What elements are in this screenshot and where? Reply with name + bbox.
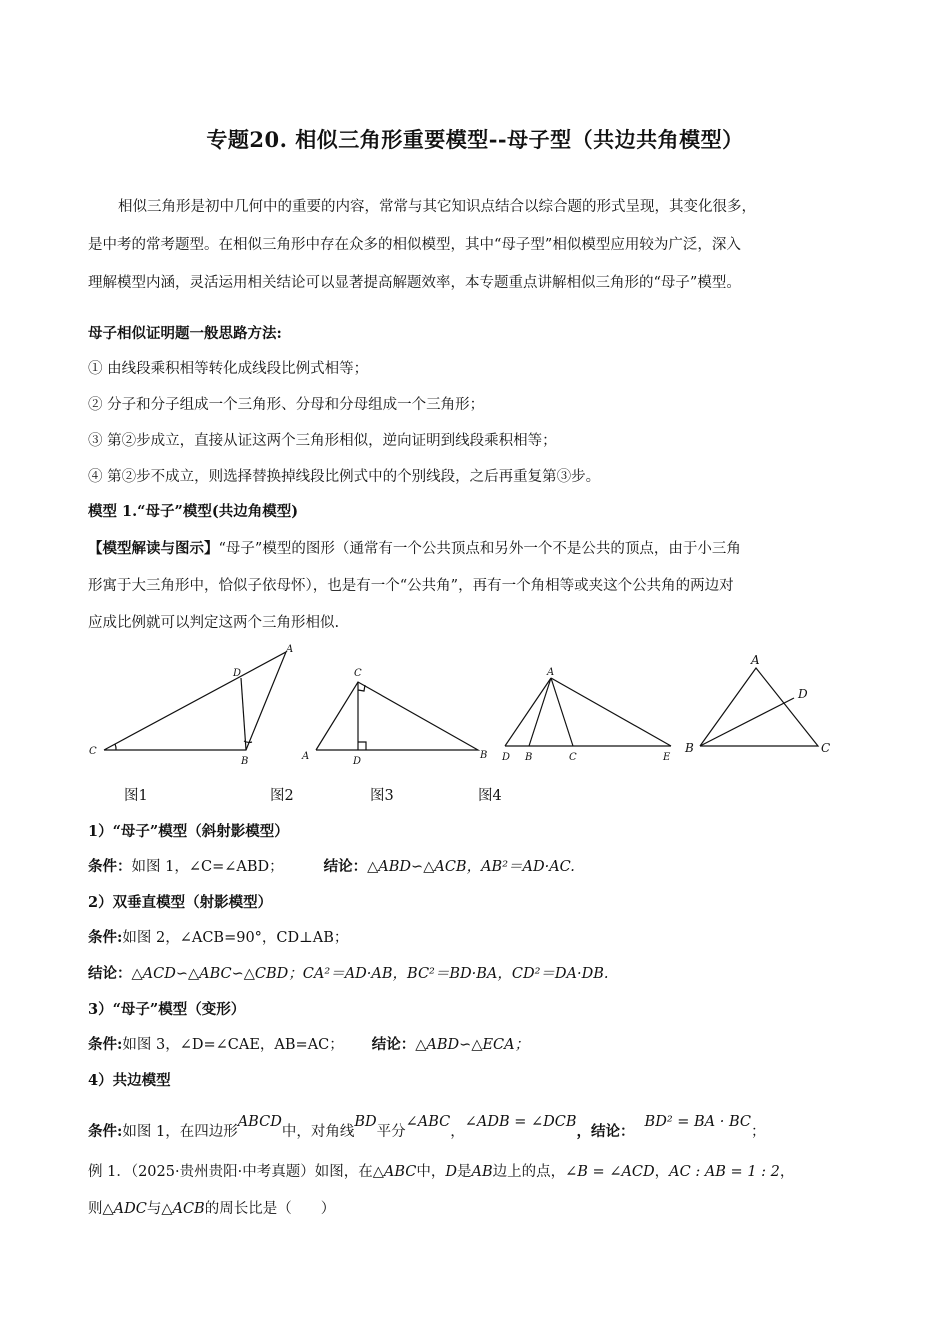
section-2-heading: 2）双垂直模型（射影模型） [88, 894, 273, 911]
section-3-heading: 3）“母子”模型（变形） [88, 1001, 246, 1018]
ex-tri-2: △ACB [161, 1201, 205, 1217]
fig2-point-b: B [480, 750, 488, 761]
intro-line-3: 理解模型内涵，灵活运用相关结论可以显著提高解题效率，本专题重点讲解相似三角形的“母子”模型。 [88, 275, 741, 291]
fig4-point-a: A [751, 653, 760, 667]
s4-eq: ∠ADB = ∠DCB [464, 1114, 577, 1130]
s4-sep: ， [450, 1124, 465, 1140]
section-1-heading: 1）“母子”模型（斜射影模型） [88, 823, 289, 840]
fig3-caption: 图3 [370, 788, 394, 804]
fig1-segment-bd [241, 678, 246, 750]
s1-cond: 如图 1，∠C=∠ABD； [131, 859, 284, 875]
s4-concl: BD² = BA · BC [644, 1114, 751, 1130]
ex-text-b: 中， [416, 1164, 446, 1180]
section-3-body [88, 1033, 529, 1054]
section-1-body [88, 855, 575, 876]
fig3-point-d: D [502, 752, 511, 763]
interp-text-1: “母子”模型的图形（通常有一个公共顶点和另外一个不是公共的顶点，由于小三角 [218, 541, 741, 557]
fig3-point-c: C [569, 752, 577, 763]
section-2-concl-line [88, 962, 609, 983]
fig3-segment-ab [529, 678, 551, 746]
s1-cond-label: 条件： [88, 858, 132, 875]
fig3-segment-ad [505, 678, 551, 746]
figure-4 [680, 652, 840, 762]
fig1-point-d: D [233, 668, 242, 679]
s4-cond-b: 中，对角线 [281, 1124, 355, 1140]
s2-concl: △ACD∽△ABC∽△CBD；CA²＝AD·AB，BC²＝BD·BA，CD²＝DA·DB. [131, 966, 609, 982]
fig2-right-angle-d [358, 742, 366, 750]
section-2-cond-line [88, 926, 348, 947]
fig1-angle-c [115, 744, 116, 750]
fig2-point-c: C [354, 668, 362, 679]
s4-end: ； [750, 1124, 766, 1140]
method-step-1: ① 由线段乘积相等转化成线段比例式相等； [88, 361, 369, 377]
fig1-point-b: B [241, 756, 249, 767]
section-4-body [88, 1103, 765, 1151]
fig3-point-b: B [525, 752, 533, 763]
method-heading: 母子相似证明题一般思路方法: [88, 325, 282, 342]
fig2-point-a: A [302, 751, 310, 762]
fig1-caption: 图1 [124, 788, 148, 804]
fig3-point-a: A [547, 667, 555, 678]
s2-cond-label: 条件: [88, 929, 123, 946]
model1-interp-line-3: 应成比例就可以判定这两个三角形相似. [88, 615, 340, 631]
s4-cond-a: 如图 1，在四边形 [122, 1124, 238, 1140]
fig3-segment-ae [551, 678, 671, 746]
s4-concl-label: ，结论： [576, 1123, 635, 1140]
s1-concl: △ABD∽△ACB，AB²＝AD·AC. [367, 859, 575, 875]
model1-interp-line-1 [88, 537, 741, 558]
fig1-angle-b [244, 741, 252, 742]
method-step-4: ④ 第②步不成立，则选择替换掉线段比例式中的个别线段，之后再重复第③步。 [88, 469, 601, 485]
fig4-caption: 图4 [478, 788, 502, 804]
ex-text-f: 与 [146, 1201, 162, 1217]
ex-angle-eq: ∠B = ∠ACD [565, 1164, 655, 1180]
s4-quad: ABCD [237, 1114, 282, 1130]
fig4-point-b: B [685, 741, 694, 755]
intro-line-2: 是中考的常考题型。在相似三角形中存在众多的相似模型，其中“母子型”相似模型应用较为广泛，深入 [88, 237, 741, 253]
ex-comma: ， [654, 1164, 670, 1180]
ex-ratio: AC : AB = 1 : 2 [669, 1164, 780, 1180]
intro-line-1: 相似三角形是初中几何中的重要的内容，常常与其它知识点结合以综合题的形式呈现，其变化很多， [118, 199, 756, 215]
s2-concl-label: 结论： [88, 965, 132, 982]
interp-label: 【模型解读与图示】 [88, 540, 219, 557]
ex-tri-1: △ADC [102, 1201, 147, 1217]
s3-cond-label: 条件: [88, 1036, 123, 1053]
section-4-heading: 4）共边模型 [88, 1072, 171, 1089]
ex-ab: AB [471, 1164, 493, 1180]
s3-concl: △ABD∽△ECA； [415, 1037, 530, 1053]
example-line-2 [88, 1197, 335, 1218]
page-title: 专题20. 相似三角形重要模型--母子型（共边共角模型） [206, 127, 744, 152]
s4-angle: ∠ABC [405, 1114, 451, 1130]
s1-concl-label: 结论： [323, 858, 368, 875]
ex-text-a: 例 1．（2025·贵州贵阳·中考真题）如图，在 [88, 1164, 373, 1180]
fig4-point-c: C [821, 741, 831, 755]
s4-diag: BD [354, 1114, 377, 1130]
figure-1 [86, 644, 296, 770]
figure-2 [298, 660, 498, 770]
model1-heading: 模型 1.“母子”模型(共边角模型) [88, 503, 299, 520]
ex-point-d: D [445, 1164, 457, 1180]
fig4-point-d: D [798, 687, 808, 701]
ex-text-g: 的周长比是（ ） [204, 1201, 336, 1217]
fig1-point-c: C [89, 746, 97, 757]
fig2-caption: 图2 [270, 788, 294, 804]
fig2-triangle [316, 682, 478, 750]
s3-concl-label: 结论： [371, 1036, 416, 1053]
ex-text-e: 则 [88, 1201, 103, 1217]
fig3-point-e: E [663, 752, 671, 763]
ex-text-d: 边上的点， [492, 1164, 566, 1180]
fig1-triangle [104, 652, 286, 750]
ex-comma-2: ， [779, 1164, 795, 1180]
fig2-point-d: D [353, 756, 362, 767]
s4-cond-c: 平分 [376, 1124, 406, 1140]
example-line-1 [88, 1160, 794, 1181]
s4-cond-label: 条件: [88, 1123, 123, 1140]
fig4-segment-bd [700, 698, 794, 746]
fig1-point-a: A [286, 644, 294, 655]
s3-cond: 如图 3，∠D=∠CAE，AB=AC； [122, 1037, 344, 1053]
method-step-2: ② 分子和分子组成一个三角形、分母和分母组成一个三角形； [88, 397, 485, 413]
method-step-3: ③ 第②步成立，直接从证这两个三角形相似，逆向证明到线段乘积相等； [88, 433, 557, 449]
model1-interp-line-2: 形寓于大三角形中，恰似子依母怀），也是有一个“公共角”，再有一个角相等或夹这个公共角的两边对 [88, 578, 734, 594]
ex-tri: △ABC [372, 1164, 417, 1180]
fig4-triangle [700, 668, 818, 746]
s2-cond: 如图 2，∠ACB=90°，CD⊥AB； [122, 930, 349, 946]
figure-3 [495, 660, 685, 770]
ex-text-c: 是 [457, 1164, 472, 1180]
